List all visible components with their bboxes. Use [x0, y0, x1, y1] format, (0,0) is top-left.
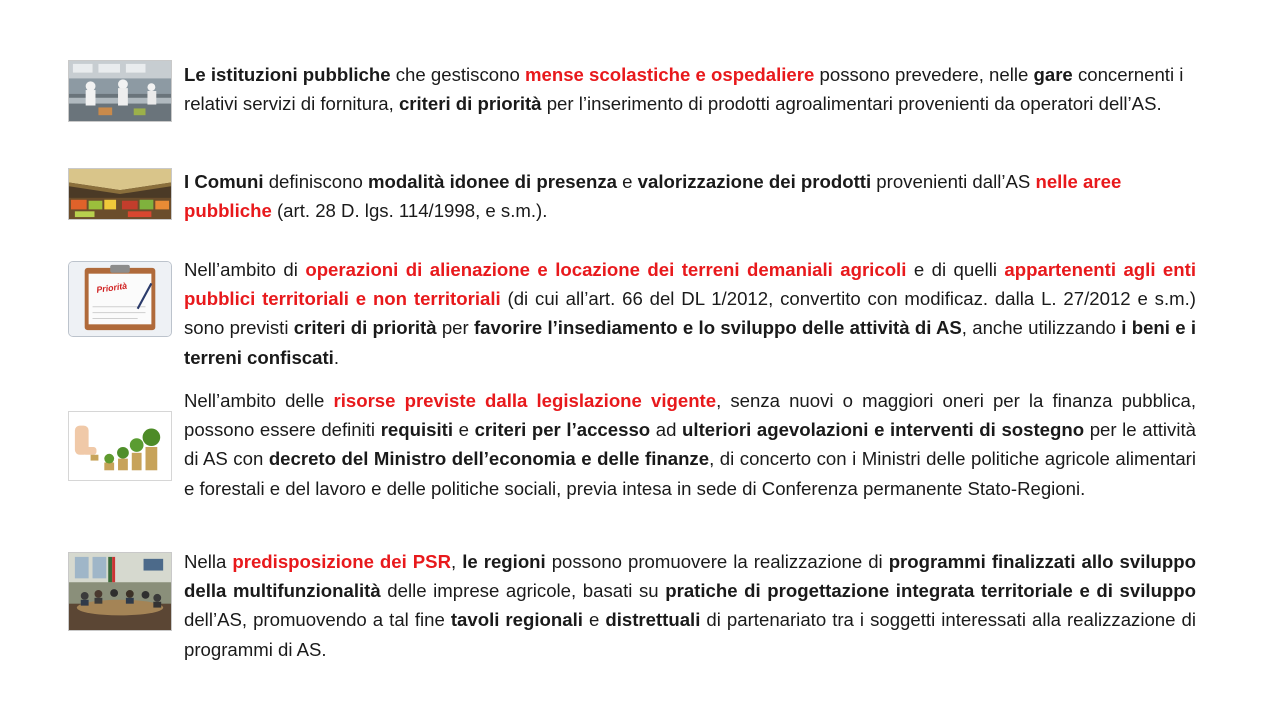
text-segment: (di cui all’art. 66 del DL 1/2012, convertito con modificaz. dalla L. 27/2012 e s.m.) sono previsti: [184, 288, 1196, 339]
text-segment: definiscono: [263, 171, 368, 192]
text-segment: decreto del Ministro dell’economia e delle finanze: [268, 448, 710, 470]
item-comuni: [68, 167, 1198, 227]
text-segment: Le istituzioni pubbliche: [184, 64, 391, 85]
market-stalls-photo: [68, 168, 172, 220]
text-segment: mense scolastiche e ospedaliere: [524, 64, 815, 85]
text-segment: per: [436, 317, 474, 339]
text-segment: per le attività di AS con: [184, 419, 1196, 470]
text-segment: possono promuovere la realizzazione di: [545, 551, 889, 572]
text-segment: predisposizione dei PSR: [232, 551, 452, 572]
text-segment: , di concerto con i Ministri delle politiche agricole alimentari e forestali e del lavoro e delle politiche sociali, previa intesa in sede di Conferenza permanente Stato-Regioni.: [184, 448, 1196, 499]
text-segment: tavoli regionali: [450, 609, 583, 631]
text-segment: Nell’ambito di: [184, 259, 306, 280]
text-segment: risorse previste dalla legislazione vigente: [333, 390, 717, 411]
item-risorse: [68, 386, 1198, 536]
text-segment: provenienti dall’AS: [871, 171, 1036, 192]
text-segment: per l’inserimento di prodotti agroalimentari provenienti da operatori dell’AS.: [541, 93, 1162, 115]
text-segment: e: [616, 171, 638, 192]
text-segment: criteri di priorità: [293, 317, 437, 339]
text-segment: , senza nuovi o maggiori oneri per la finanza pubblica, possono essere definiti: [184, 390, 1196, 441]
text-segment: appartenenti agli enti pubblici territoriali e non territoriali: [184, 259, 1196, 310]
text-segment: nelle aree pubbliche: [184, 171, 1122, 222]
clipboard-label: Priorità: [95, 280, 128, 295]
text-segment: e: [582, 609, 606, 631]
item-text: [184, 60, 1196, 118]
text-segment: programmi finalizzati allo sviluppo della multifunzionalità: [184, 551, 1196, 602]
priority-clipboard-icon: [68, 261, 172, 337]
text-segment: operazioni di alienazione e locazione dei terreni demaniali agricoli: [305, 259, 907, 280]
text-segment: modalità idonee di presenza: [367, 171, 617, 192]
text-segment: concernenti i relativi servizi di fornitura,: [184, 64, 1184, 115]
text-segment: di partenariato tra i soggetti interessati alla realizzazione di programmi di AS.: [184, 609, 1196, 660]
text-segment: che gestiscono: [390, 64, 525, 85]
text-segment: i beni e i terreni confiscati: [184, 317, 1196, 368]
text-segment: Nella: [184, 551, 233, 572]
text-segment: ulteriori agevolazioni e interventi di sostegno: [682, 419, 1085, 441]
item-text: [184, 547, 1196, 664]
text-segment: , anche utilizzando: [961, 317, 1122, 339]
text-segment: distrettuali: [605, 609, 701, 631]
text-segment: Nell’ambito delle: [184, 390, 334, 411]
text-segment: ,: [451, 551, 463, 572]
item-text: [184, 386, 1196, 503]
item-mense: [68, 60, 1198, 150]
text-segment: (art. 28 D. lgs. 114/1998, e s.m.).: [271, 200, 548, 222]
text-segment: requisiti: [380, 419, 454, 441]
text-segment: pratiche di progettazione integrata territoriale e di sviluppo: [665, 580, 1197, 602]
text-segment: criteri di priorità: [398, 93, 542, 115]
item-psr: [68, 547, 1198, 667]
text-segment: delle imprese agricole, basati su: [380, 580, 666, 602]
text-segment: e di quelli: [906, 259, 1005, 280]
meeting-room-photo: [68, 552, 172, 631]
text-segment: valorizzazione dei prodotti: [637, 171, 872, 192]
text-segment: ad: [650, 419, 683, 441]
item-text: [184, 167, 1196, 225]
text-segment: favorire l’insediamento e lo sviluppo delle attività di AS: [473, 317, 962, 339]
text-segment: e: [453, 419, 475, 441]
text-segment: dell’AS, promuovendo a tal fine: [184, 609, 451, 631]
text-segment: possono prevedere, nelle: [814, 64, 1034, 85]
text-segment: le regioni: [462, 551, 546, 572]
item-text: [184, 255, 1196, 372]
item-terreni: [68, 255, 1198, 375]
text-segment: I Comuni: [184, 171, 264, 192]
coins-growth-illustration: [68, 411, 172, 481]
text-segment: gare: [1033, 64, 1073, 85]
text-segment: criteri per l’accesso: [474, 419, 651, 441]
text-segment: .: [333, 346, 340, 368]
canteen-kitchen-photo: [68, 60, 172, 122]
